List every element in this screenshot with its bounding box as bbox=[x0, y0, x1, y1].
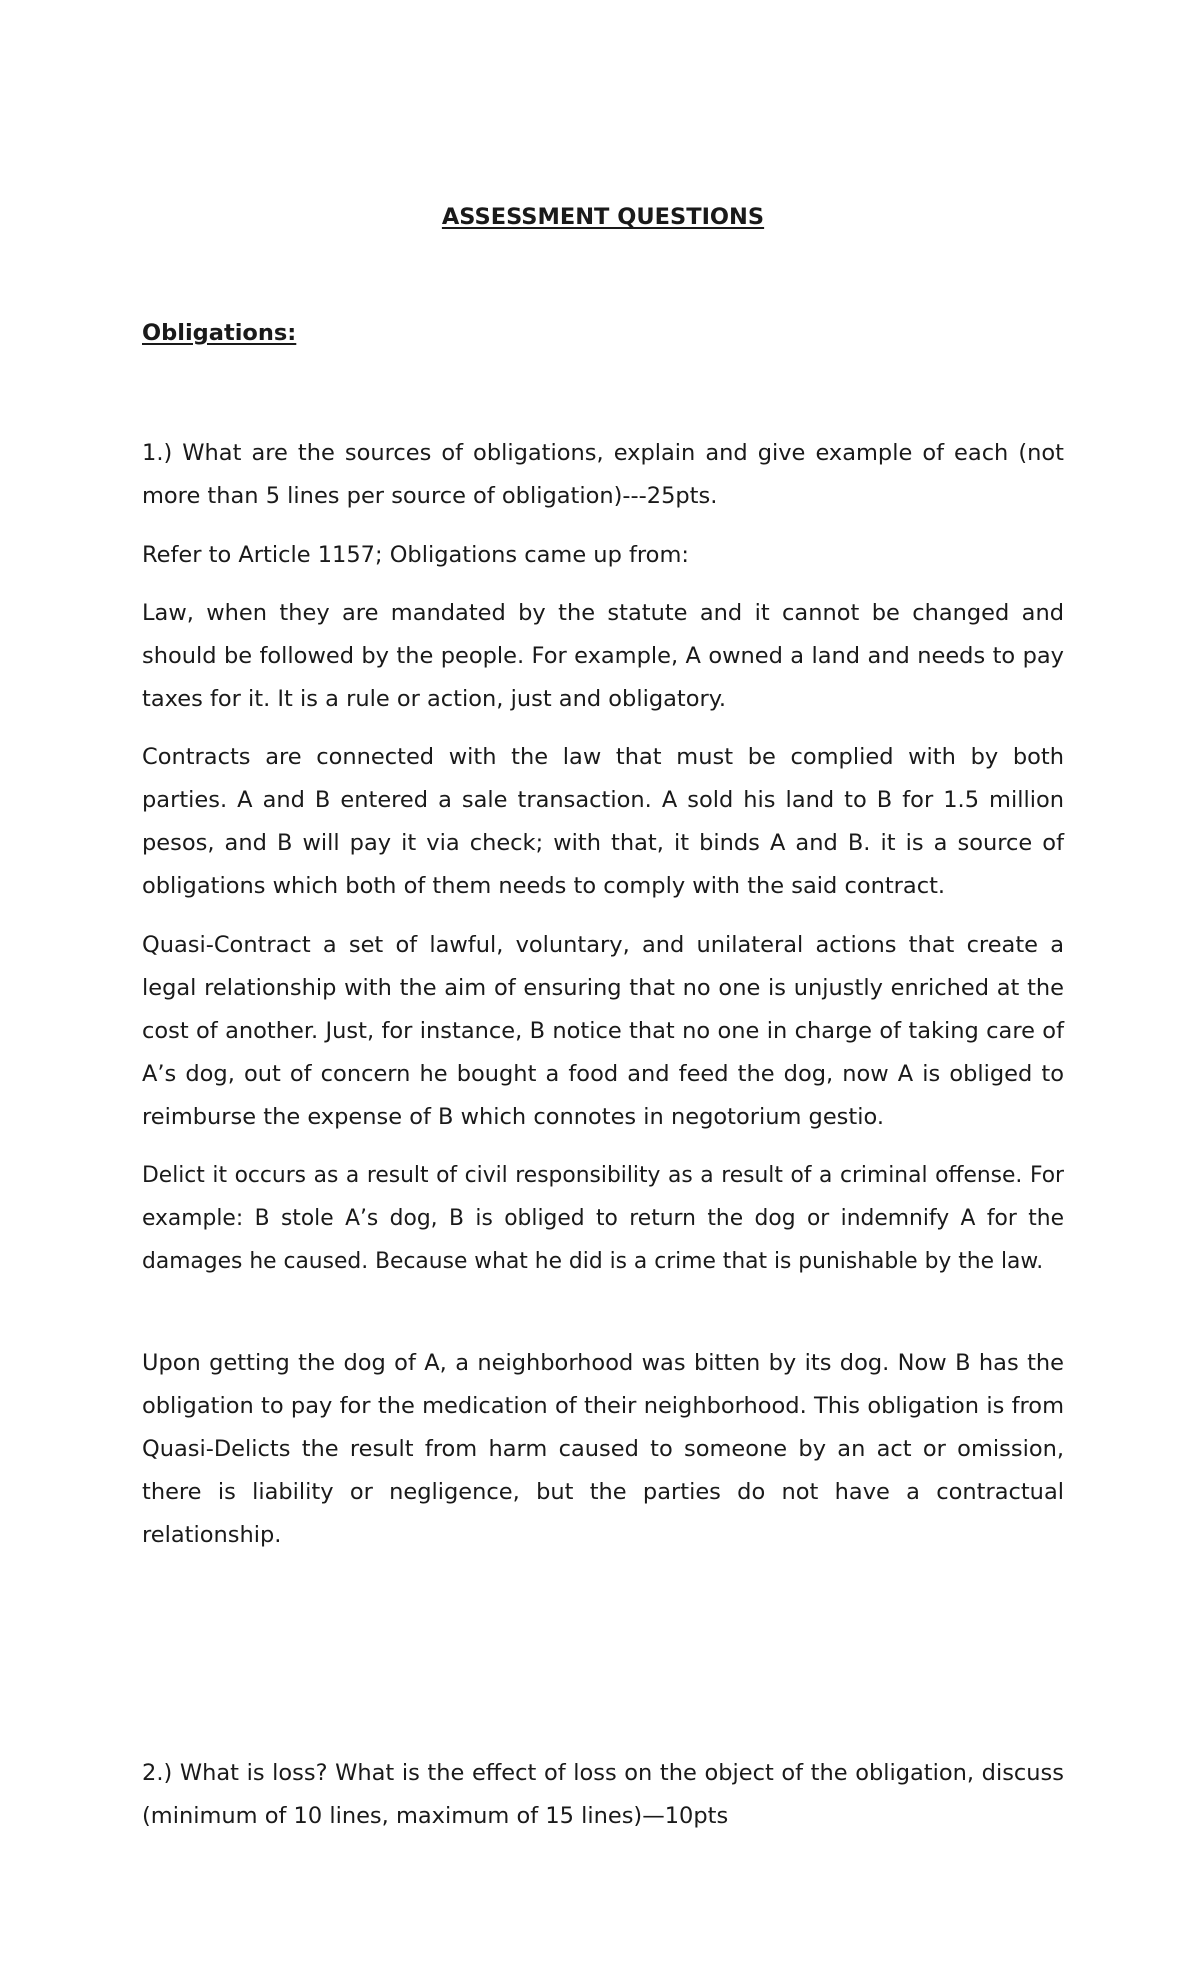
paragraph-delict: Delict it occurs as a result of civil responsibility as a result of a criminal offense. For example: B stole A’s dog, B is obliged to return the dog or indemnify A for the damages he caused. Because what he did is a crime that is punishable by the law. bbox=[142, 1163, 1064, 1274]
article-reference: Refer to Article 1157; Obligations came up from: bbox=[142, 542, 689, 568]
question-1: 1.) What are the sources of obligations, explain and give example of each (not more than 5 lines per source of obligation)---25pts. bbox=[142, 440, 1064, 509]
paragraph-quasi-delict: Upon getting the dog of A, a neighborhood was bitten by its dog. Now B has the obligation to pay for the medication of their neighborhood. This obligation is from Quasi-Delicts the result from harm caused to someone by an act or omission, there is liability or negligence, but the parties do not have a contractual relationship. bbox=[142, 1350, 1064, 1548]
page-title: ASSESSMENT QUESTIONS bbox=[441, 204, 765, 230]
section-heading: Obligations: bbox=[142, 320, 297, 346]
paragraph-quasi-contract: Quasi-Contract a set of lawful, voluntary, and unilateral actions that create a legal relationship with the aim of ensuring that no one is unjustly enriched at the cost of another. Just, for instance, B notice that no one in charge of taking care of A’s dog, out of concern he bought a food and feed the dog, now A is obliged to reimburse the expense of B which connotes in negotorium gestio. bbox=[142, 932, 1064, 1130]
paragraph-law: Law, when they are mandated by the statute and it cannot be changed and should be followed by the people. For example, A owned a land and needs to pay taxes for it. It is a rule or action, just and obligatory. bbox=[142, 600, 1064, 712]
question-2: 2.) What is loss? What is the effect of loss on the object of the obligation, discuss (minimum of 10 lines, maximum of 15 lines)—10pts bbox=[142, 1760, 1064, 1829]
paragraph-contracts: Contracts are connected with the law that must be complied with by both parties. A and B entered a sale transaction. A sold his land to B for 1.5 million pesos, and B will pay it via check; with that, it binds A and B. it is a source of obligations which both of them needs to comply with the said contract. bbox=[142, 744, 1064, 899]
